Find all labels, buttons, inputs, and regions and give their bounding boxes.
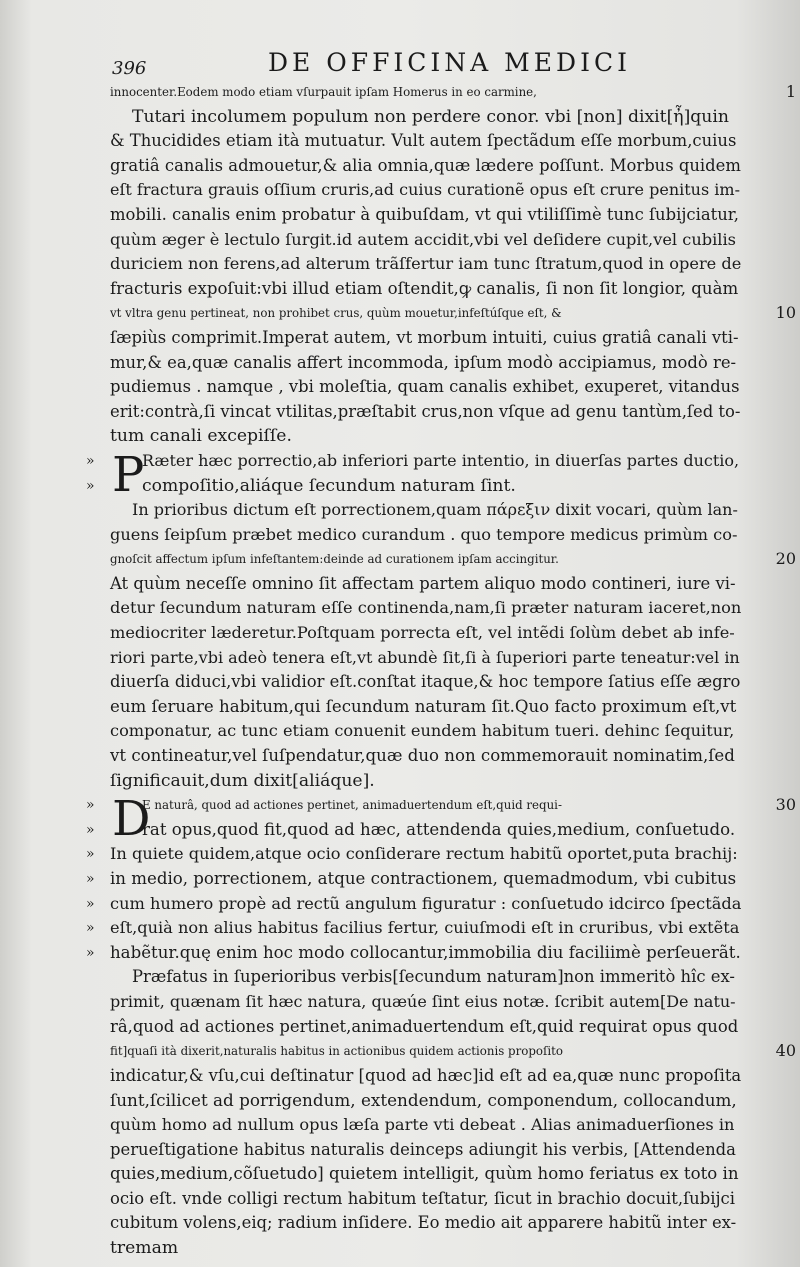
page-number: 396 xyxy=(112,58,147,79)
text-line: In prioribus dictum eſt porrectionem,quam πάρεξιν dixit vocari, quùm lan- xyxy=(132,500,738,520)
text-line: & Thucidides etiam ità mutuatur. Vult autem ſpectãdum eſſe morbum,cuius xyxy=(110,131,737,151)
text-line: mobili. canalis enim probatur à quibuſdam, vt qui vtiliſſimè tunc ſubijciatur, xyxy=(110,204,740,224)
text-line: quùm æger è lectulo ſurgit.id autem accidit,vbi vel deſidere cupit,vel cubilis xyxy=(110,229,736,249)
text-line: Præfatus in ſuperioribus verbis[ſecundum naturam]non immeritò hîc ex- xyxy=(132,967,735,987)
quote-marker: » xyxy=(86,452,95,469)
text-line: cubitum volens,eiq; radium inſidere. Eo medio ait apparere habitũ inter ex- xyxy=(110,1213,737,1233)
text-line: eſt fractura grauis oſſium cruris,ad cuius curationẽ opus eſt crure penitus im- xyxy=(110,180,740,200)
text-line: perueſtigatione habitus naturalis deinceps adiungit his verbis, [Attendenda xyxy=(110,1139,736,1159)
line-number: 10 xyxy=(775,303,796,323)
text-line: At quùm neceſſe omnino ſit affectam partem aliquo modo contineri, iure vi- xyxy=(110,573,736,593)
quote-marker: » xyxy=(86,920,95,937)
quote-marker: » xyxy=(86,477,95,494)
text-line: ſignificauit,dum dixit[aliáque]. xyxy=(110,770,375,791)
drop-initial: D xyxy=(112,791,151,848)
text-line: vt vltra genu pertineat, non prohibet crus, quùm mouetur,infeſtúſque eſt, & 10 xyxy=(110,301,740,326)
quote-marker: » xyxy=(86,871,95,887)
line-number: 30 xyxy=(775,795,796,815)
body-text xyxy=(86,80,796,1267)
text-line: fit]quaſi ità dixerit,naturalis habitus in actionibus quidem actionis propoſito 40 xyxy=(110,1039,740,1064)
text-line: diuerſa diduci,vbi validior eſt.conſtat itaque,& hoc tempore ſatius eſſe ægro xyxy=(110,672,741,692)
quote-marker: » xyxy=(86,944,95,961)
text-line: quies,medium,cõſuetudo] quietem intelligit, quùm homo feriatus ex toto in xyxy=(110,1164,739,1184)
text-line: » eſt,quià non alius habitus facilius fertur, cuiuſmodi eſt in cruribus, vbi extẽta xyxy=(110,916,740,941)
text-line: gnoſcit affectum ipſum infeſtantem:deinde ad curationem ipſam accingitur. 20 xyxy=(110,547,740,572)
text-line: quùm homo ad nullum opus læſa parte vti debeat . Alias animaduerſiones in xyxy=(110,1114,735,1134)
line-number: 40 xyxy=(775,1041,796,1061)
quote-marker: » xyxy=(86,821,95,838)
text-line: tremam xyxy=(110,1237,179,1258)
text-line: primit, quænam ſit hæc natura, quæúe ſint eius notæ. ſcribit autem[De natu- xyxy=(110,991,736,1011)
text-line: duriciem non ferens,ad alterum trãſfertur iam tunc ſtratum,quod in opere de xyxy=(110,254,742,274)
text-line: indicatur,& vſu,cui deſtinatur [quod ad hæc]id eſt ad ea,quæ nunc propoſita xyxy=(110,1065,742,1085)
quote-marker: » xyxy=(86,797,95,814)
text-line: » in medio, porrectionem, atque contractionem, quemadmodum, vbi cubitus xyxy=(110,867,740,892)
text-line: tum canali excepiſſe. xyxy=(110,426,292,447)
text-line: » rat opus,quod fit,quod ad hæc, attendenda quies,medium, conſuetudo. xyxy=(110,818,740,843)
text-line: pudiemus . namque , vbi moleſtia, quam canalis exhibet, exuperet, vitandus xyxy=(110,377,740,397)
text-line: » habẽtur.quę enim hoc modo collocantur,immobilia diu faciliimè perſeuerãt. xyxy=(110,941,740,966)
drop-initial: P xyxy=(112,446,145,503)
text-line: » cum humero propè ad rectũ angulum figuratur : conſuetudo idcirco ſpectãda xyxy=(110,892,740,917)
page-header xyxy=(108,46,728,80)
text-line: » compoſitio,aliáque ſecundum naturam ſint. xyxy=(110,474,740,499)
text-line: » In quiete quidem,atque ocio conſiderare rectum habitũ oportet,puta brachij: xyxy=(110,842,740,867)
catchword xyxy=(110,1261,740,1267)
text-line: erit:contrà,ſi vincat vtilitas,præſtabit crus,non vſque ad genu tantùm,ſed to- xyxy=(110,401,741,421)
line-number: 1 xyxy=(785,82,796,101)
text-line: guens ſeipſum præbet medico curandum . quo tempore medicus primùm co- xyxy=(110,524,738,544)
text-line: eum ſeruare habitum,qui ſecundum naturam ſit.Quo facto proximum eſt,vt xyxy=(110,696,737,716)
text-line: riori parte,vbi adeò tenera eſt,vt abundè ſit,ſi à ſuperiori parte teneatur:vel in xyxy=(110,647,740,667)
text-line: ocio eſt. vnde colligi rectum habitum teſtatur, ſicut in brachio docuit,ſubijci xyxy=(110,1188,735,1208)
text-line: fracturis expoſuit:vbi illud etiam oſtendit,ꝙ canalis, ſi non ſit longior, quàm xyxy=(110,278,739,298)
text-line: detur ſecundum naturam eſſe continenda,nam,ſi præter naturam iaceret,non xyxy=(110,598,742,618)
quote-marker: » xyxy=(86,846,95,863)
text-line: » P Ræter hæc porrectio,ab inferiori parte intentio, in diuerſas partes ductio, xyxy=(86,446,740,503)
quote-marker: » xyxy=(86,895,95,912)
text-line: vt contineatur,vel ſuſpendatur,quæ duo non commemorauit nominatim,ſed xyxy=(110,746,735,766)
text-line: mur,& ea,quæ canalis affert incommoda, ipſum modò accipiamus, modò re- xyxy=(110,352,737,372)
text-line: » D E naturâ, quod ad actiones pertinet, animaduertendum eſt,quid requi- 30 xyxy=(86,791,796,848)
text-line: râ,quod ad actiones pertinet,animaduertendum eſt,quid requirat opus quod xyxy=(110,1016,739,1036)
running-title: DE OFFICINA MEDICI xyxy=(268,48,631,77)
line-number: 20 xyxy=(775,549,796,569)
text-line: ſunt,ſcilicet ad porrigendum, extendendum, componendum, collocandum, xyxy=(110,1090,737,1111)
text-line: componatur, ac tunc etiam conuenit eundem habitum tueri. dehinc ſequitur, xyxy=(110,721,735,741)
text-line: innocenter.Eodem modo etiam vſurpauit ipſam Homerus in eo carmine, 1 xyxy=(110,80,740,105)
text-line: gratiâ canalis admouetur,& alia omnia,quæ lædere poſſunt. Morbus quidem xyxy=(110,155,741,175)
text-line: ſæpiùs comprimit.Imperat autem, vt morbum intuiti, cuius gratiâ canali vti- xyxy=(110,327,739,347)
text-line: mediocriter læderetur.Poſtquam porrecta eſt, vel intẽdi ſolùm debet ab infe- xyxy=(110,623,735,643)
text-line: Tutari incolumem populum non perdere conor. vbi [non] dixit[ἦ]quin xyxy=(132,106,729,127)
